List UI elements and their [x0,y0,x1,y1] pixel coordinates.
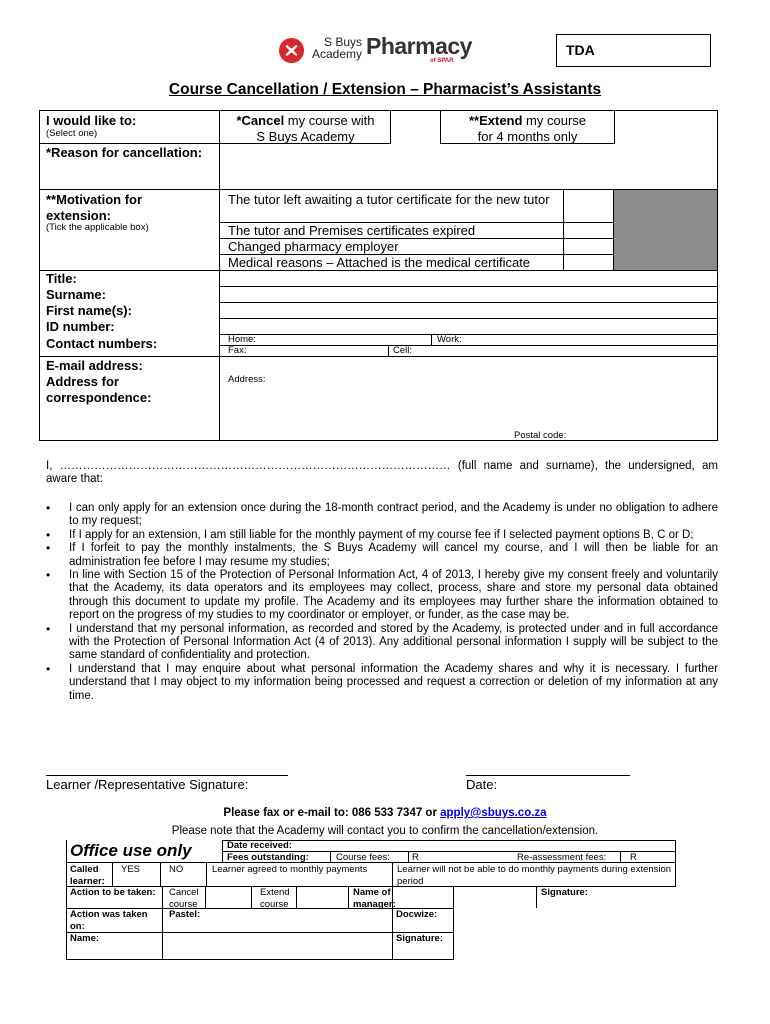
called-yes-option[interactable]: YES [121,864,141,875]
date-field[interactable] [466,758,630,775]
action-taken-on-label: Action was taken on: [70,909,148,932]
motivation-option-tutor-left: The tutor left awaiting a tutor certificate for the new tutor [228,192,550,207]
tda-box: TDA [556,34,711,67]
cancel-course-option[interactable]: Cancel course [169,887,199,910]
surname-label: Surname: [46,287,106,302]
signature-line [46,775,288,776]
address-field[interactable]: Address: [228,374,266,385]
motivation-label: **Motivation for extension: [46,192,143,223]
signature-label: Learner /Representative Signature: [46,777,249,792]
tick-box-note: (Tick the applicable box) [46,222,149,233]
motivation-tick-medical[interactable] [564,255,613,270]
learner-not-able-option[interactable]: Learner will not be able to do monthly payments during extension period [397,864,672,887]
logo-mark-icon [278,37,305,64]
extend-course-option[interactable]: Extend course [260,887,290,910]
postal-code-field[interactable]: Postal code: [514,430,567,441]
address-correspondence-label: Address for correspondence: [46,374,152,405]
office-shaded-area [614,190,717,270]
declaration-item: • If I apply for an extension, I am still liable for the monthly payment of my course fee if I selected payment options B, C or D; [46,529,718,542]
title-field[interactable] [221,271,717,286]
office-use-heading: Office use only [70,841,192,860]
reason-field[interactable] [221,144,717,189]
declaration-item: • In line with Section 15 of the Protection of Personal Information Act, 4 of 2013, I hereby give my consent freely and voluntarily that the Academy, its data operators and its employees may collect, process, share and store my personal data obtained through this document to update my profile. The Academy and its employees may further share the information obtained to report on the progress of my studies to my coordinator or employer, or funder, as the case may be. [46,569,718,623]
date-received-label: Date received: [227,840,292,851]
confirmation-note: Please note that the Academy will contact you to confirm the cancellation/extension. [171,825,599,837]
academy-logo [278,33,498,66]
work-phone-field[interactable]: Work: [437,334,462,345]
called-learner-label: Called learner: [70,864,105,887]
title-label: Title: [46,271,77,286]
surname-field[interactable] [221,287,717,302]
document-title: Course Cancellation / Extension – Pharmacist’s Assistants [168,81,602,98]
name-of-manager-label: Name of manager: [353,887,396,910]
logo-text: S Buys Academy [312,35,363,61]
logo-pharmacy-text: Pharmacy [366,33,472,59]
reason-label: *Reason for cancellation: [46,145,203,160]
pastel-label: Pastel: [169,909,201,920]
declaration-list [46,502,718,703]
called-no-option[interactable]: NO [169,864,184,875]
extend-checkbox[interactable] [615,111,717,143]
contact-numbers-label: Contact numbers: [46,336,158,351]
first-names-field[interactable] [221,303,717,318]
cancel-option[interactable]: *Cancel my course with S Buys Academy [236,113,375,144]
id-number-field[interactable] [221,319,717,334]
declaration-intro: I, ………………………………………………………………………………………… (full name and surname), the undersigned, am aware that: [46,460,718,486]
motivation-option-medical: Medical reasons – Attached is the medical certificate [228,255,531,270]
signature-field[interactable] [46,758,288,775]
would-like-label: I would like to: [46,113,137,128]
declaration-item: • I understand that I may enquire about what personal information the Academy shares and why it is necessary. I further understand that I may object to my information being processed and request a correction or deletion of my information at any time. [46,663,718,703]
course-fees-label: Course fees: [336,852,390,863]
fax-field[interactable]: Fax: [228,345,247,356]
email-label: E-mail address: [46,358,143,373]
declaration-item: • I can only apply for an extension once during the 18-month contract period, and the Academy is under no obligation to adhere to my request; [46,502,718,529]
home-phone-field[interactable]: Home: [228,334,256,345]
motivation-tick-tutor-left[interactable] [564,190,613,222]
apply-email-link[interactable]: apply@sbuys.co.za [440,807,547,819]
reassessment-fees-currency: R [630,852,637,863]
declaration-item: • If I forfeit to pay the monthly instalments, the S Buys Academy will cancel my course, and I will then be liable for an administration fee before I may resume my studies; [46,542,718,569]
reassessment-fees-label: Re-assessment fees: [517,852,607,863]
action-to-be-taken-label: Action to be taken: [70,887,156,898]
fax-email-instruction: Please fax or e-mail to: 086 533 7347 or apply@sbuys.co.za [223,807,547,819]
select-one-note: (Select one) [46,128,98,139]
date-line [466,775,630,776]
cell-field[interactable]: Cell: [393,345,413,356]
id-number-label: ID number: [46,319,115,334]
learner-agreed-option[interactable]: Learner agreed to monthly payments [212,864,368,875]
office-signature-label: Signature: [541,887,588,898]
extend-option[interactable]: **Extend my course for 4 months only [468,113,587,144]
motivation-option-changed-employer: Changed pharmacy employer [228,239,399,254]
docwize-label: Docwize: [396,909,438,920]
date-label: Date: [466,777,498,792]
fees-outstanding-label: Fees outstanding: [227,852,309,863]
logo-spar-text: of SPAR [430,58,454,64]
office-signature-2-label: Signature: [396,933,443,944]
declaration-item: • I understand that my personal information, as recorded and stored by the Academy, is protected under and in full accordance with the Protection of Personal Information Act (4 of 2013). Any additional personal information I supply will be subject to the same standard of confidentiality and protection. [46,623,718,663]
cancel-checkbox[interactable] [391,111,440,143]
motivation-option-certificates-expired: The tutor and Premises certificates expired [228,223,476,238]
first-names-label: First name(s): [46,303,132,318]
motivation-tick-certificates[interactable] [564,223,613,238]
office-name-label: Name: [70,933,100,944]
course-fees-currency: R [412,852,419,863]
motivation-tick-employer[interactable] [564,239,613,254]
